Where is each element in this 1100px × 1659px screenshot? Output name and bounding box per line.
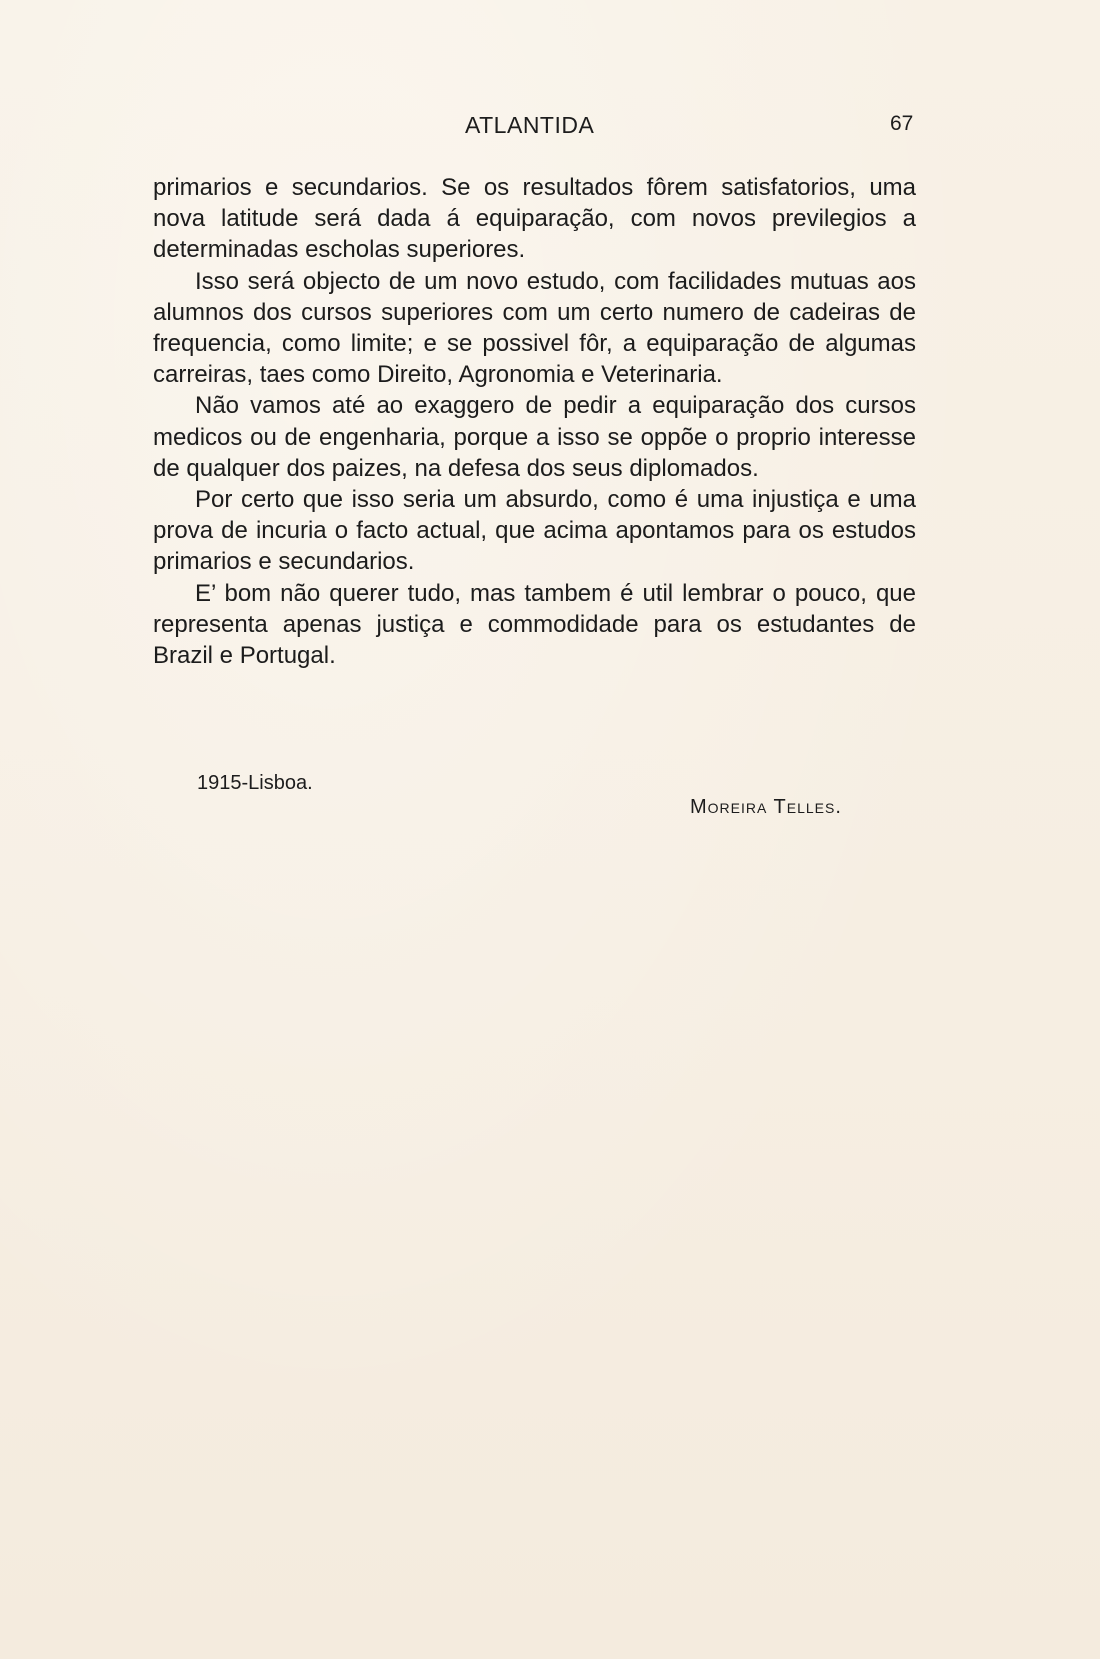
article-footer: [0, 772, 1100, 832]
running-header: [0, 112, 1100, 146]
paragraph: Isso será objecto de um novo estudo, com facilidades mutuas aos alumnos dos cursos superiores com um certo numero de cadeiras de frequencia, como limite; e se possivel fôr, a equiparação de algumas carreiras, taes como Direito, Agronomia e Veterinaria.: [153, 267, 916, 389]
page-number: 67: [890, 112, 914, 135]
paragraph: Por certo que isso seria um absurdo, como é uma injustiça e uma prova de incuria o facto actual, que acima apontamos para os estudos primarios e secundarios.: [153, 486, 916, 576]
body-text: [153, 172, 916, 671]
author-signature: Moreira Telles.: [690, 796, 842, 818]
paragraph: Não vamos até ao exaggero de pedir a equiparação dos cursos medicos ou de engenharia, porque a isso se oppõe o proprio interesse de qualquer dos paizes, na defesa dos seus diplomados.: [153, 392, 916, 482]
place-date: 1915-Lisboa.: [197, 772, 313, 794]
paragraph: E’ bom não querer tudo, mas tambem é util lembrar o pouco, que representa apenas justiça e commodidade para os estudantes de Brazil e Portugal.: [153, 579, 916, 670]
running-title: ATLANTIDA: [465, 112, 595, 138]
paragraph-continuation: primarios e secundarios. Se os resultados fôrem satisfatorios, uma nova latitude será dada á equiparação, com novos previlegios a determinadas escholas superiores.: [153, 174, 916, 264]
